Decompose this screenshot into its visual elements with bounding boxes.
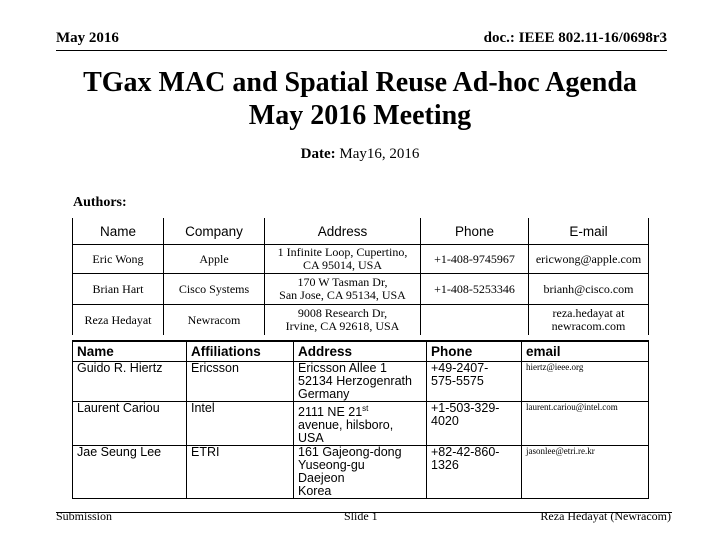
cell-phone — [427, 362, 522, 402]
cell-name: Jae Seung Lee — [73, 446, 187, 499]
address-line — [298, 402, 422, 419]
cell-email — [529, 245, 649, 274]
title-line-1: TGax MAC and Spatial Reuse Ad-hoc Agenda — [83, 67, 637, 98]
footer-submission: Submission — [56, 509, 113, 523]
cell-address — [294, 362, 427, 402]
cell-phone: +1-408-5253346 — [421, 274, 529, 305]
email-line: reza.hedayat at — [552, 306, 625, 320]
address-text: 2111 NE 21 — [298, 405, 363, 420]
phone-line: +1-503-329- — [431, 401, 500, 415]
date-value: May16, 2016 — [339, 146, 420, 162]
table-row — [73, 305, 649, 336]
authors-table-2 — [72, 340, 649, 499]
address-line: Ericsson Allee 1 — [298, 361, 387, 375]
phone-line: 1326 — [431, 458, 459, 473]
email-line: brianh@cisco.com — [543, 281, 634, 296]
cell-affiliation: Intel — [187, 402, 294, 446]
col-email: E-mail — [529, 218, 649, 245]
table-row — [73, 362, 649, 402]
col-name: Name — [73, 218, 164, 245]
cell-address — [265, 305, 421, 336]
cell-email: jasonlee@etri.re.kr — [522, 446, 649, 499]
date-label: Date: — [300, 146, 336, 162]
address-line: Korea — [298, 484, 332, 499]
ordinal-suffix: st — [362, 404, 369, 413]
col-email: email — [522, 341, 649, 362]
cell-address — [294, 402, 427, 446]
cell-company: Cisco Systems — [164, 274, 265, 305]
cell-email: laurent.cariou@intel.com — [522, 402, 649, 446]
title-line-2: May 2016 Meeting — [248, 100, 472, 131]
address-line: 170 W Tasman Dr, — [297, 275, 388, 289]
email-line: newracom.com — [551, 319, 626, 333]
phone-line: +82-42-860- — [431, 445, 500, 460]
address-line: Yuseong-gu — [298, 458, 365, 473]
table-header-row — [73, 218, 649, 245]
table-row — [73, 446, 649, 499]
address-line: USA — [298, 431, 324, 446]
table-row — [73, 245, 649, 274]
slide-title — [0, 66, 720, 132]
address-line: Irvine, CA 92618, USA — [285, 319, 400, 333]
address-line: 1 Infinite Loop, Cupertino, — [277, 245, 408, 259]
cell-affiliation: Ericsson — [187, 362, 294, 402]
address-line: San Jose, CA 95134, USA — [279, 288, 406, 302]
address-line: Daejeon — [298, 471, 345, 486]
authors-table-1 — [72, 218, 649, 335]
address-line: Germany — [298, 387, 350, 401]
cell-phone — [427, 446, 522, 499]
email-line: ericwong@apple.com — [535, 251, 642, 266]
phone-line: +49-2407- — [431, 361, 489, 375]
address-line: 161 Gajeong-dong — [298, 445, 402, 460]
col-address: Address — [265, 218, 421, 245]
phone-line: 4020 — [431, 414, 459, 428]
cell-affiliation: ETRI — [187, 446, 294, 499]
cell-name: Brian Hart — [73, 274, 164, 305]
address-line: avenue, hilsboro, — [298, 418, 394, 433]
header-date: May 2016 — [56, 30, 119, 46]
col-affiliations: Affiliations — [187, 341, 294, 362]
footer-slide-number: Slide 1 — [344, 509, 378, 523]
cell-phone — [421, 305, 529, 336]
cell-phone — [427, 402, 522, 446]
cell-email: hiertz@ieee.org — [522, 362, 649, 402]
phone-line: 575-5575 — [431, 374, 484, 388]
table-row — [73, 274, 649, 305]
cell-phone: +1-408-9745967 — [421, 245, 529, 274]
table-header-row — [73, 341, 649, 362]
cell-address — [265, 245, 421, 274]
cell-address — [265, 274, 421, 305]
cell-email — [529, 274, 649, 305]
col-name: Name — [73, 341, 187, 362]
cell-company: Newracom — [164, 305, 265, 336]
header-doc-id: doc.: IEEE 802.11-16/0698r3 — [483, 30, 667, 46]
cell-address — [294, 446, 427, 499]
cell-name: Guido R. Hiertz — [73, 362, 187, 402]
cell-company: Apple — [164, 245, 265, 274]
authors-label: Authors: — [73, 195, 127, 210]
cell-name: Laurent Cariou — [73, 402, 187, 446]
table-row — [73, 402, 649, 446]
col-phone: Phone — [427, 341, 522, 362]
address-line: 52134 Herzogenrath — [298, 374, 412, 388]
col-company: Company — [164, 218, 265, 245]
cell-name: Reza Hedayat — [73, 305, 164, 336]
address-line: 9008 Research Dr, — [297, 306, 388, 320]
col-phone: Phone — [421, 218, 529, 245]
address-line: CA 95014, USA — [302, 258, 382, 272]
footer-author: Reza Hedayat (Newracom) — [540, 509, 671, 523]
cell-name: Eric Wong — [73, 245, 164, 274]
cell-email — [529, 305, 649, 336]
header-rule — [56, 50, 667, 51]
col-address: Address — [294, 341, 427, 362]
date-line — [0, 146, 720, 163]
